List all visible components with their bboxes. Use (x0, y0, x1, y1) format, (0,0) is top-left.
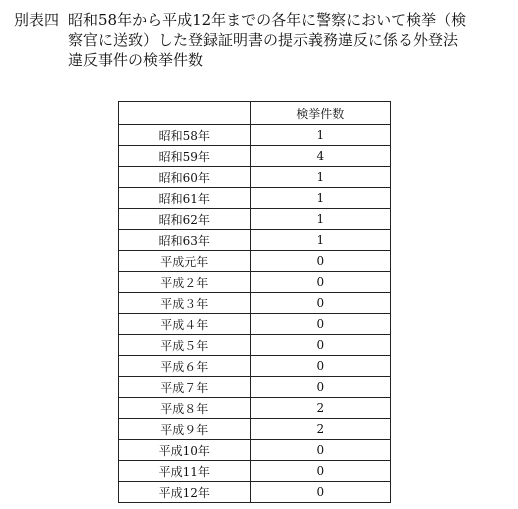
table-row (119, 356, 391, 377)
count-cell: 0 (250, 314, 390, 335)
year-cell: 平成６年 (119, 356, 251, 377)
count-cell: 1 (250, 125, 390, 146)
table-label: 別表四 (14, 11, 60, 29)
header-count-cell: 検挙件数 (250, 102, 390, 125)
count-cell: 0 (250, 272, 390, 293)
year-cell: 平成10年 (119, 440, 251, 461)
count-cell: 4 (250, 146, 390, 167)
count-cell: 1 (250, 188, 390, 209)
table-row (119, 377, 391, 398)
table-row (119, 146, 391, 167)
table-row (119, 188, 391, 209)
year-cell: 平成３年 (119, 293, 251, 314)
year-cell: 平成５年 (119, 335, 251, 356)
year-cell: 昭和60年 (119, 167, 251, 188)
table-row (119, 125, 391, 146)
year-cell: 平成11年 (119, 461, 251, 482)
count-cell: 0 (250, 293, 390, 314)
year-cell: 昭和58年 (119, 125, 251, 146)
year-cell: 平成元年 (119, 251, 251, 272)
year-cell: 平成８年 (119, 398, 251, 419)
count-cell: 0 (250, 461, 390, 482)
count-cell: 1 (250, 230, 390, 251)
year-cell: 昭和61年 (119, 188, 251, 209)
table-row (119, 335, 391, 356)
table-row (119, 167, 391, 188)
count-cell: 0 (250, 356, 390, 377)
table-row (119, 272, 391, 293)
year-cell: 平成９年 (119, 419, 251, 440)
count-cell: 0 (250, 377, 390, 398)
year-cell: 昭和59年 (119, 146, 251, 167)
table-row (119, 314, 391, 335)
year-cell: 平成４年 (119, 314, 251, 335)
table-row (119, 419, 391, 440)
header-year-cell (119, 102, 251, 125)
count-cell: 1 (250, 167, 390, 188)
document-title (68, 10, 510, 70)
table-row (119, 482, 391, 503)
table-row (119, 440, 391, 461)
table-row (119, 251, 391, 272)
count-cell: 0 (250, 335, 390, 356)
header-row (119, 102, 391, 125)
arrest-count-table (118, 101, 391, 503)
table-row (119, 293, 391, 314)
table-row (119, 209, 391, 230)
table-head (119, 102, 391, 125)
table-body (119, 125, 391, 503)
document-header (0, 4, 518, 69)
count-cell: 2 (250, 398, 390, 419)
table-row (119, 230, 391, 251)
table-row (119, 461, 391, 482)
title-line-2: 察官に送致）した登録証明書の提示義務違反に係る外登法 (68, 31, 459, 49)
year-cell: 平成12年 (119, 482, 251, 503)
title-line-3: 違反事件の検挙件数 (68, 51, 204, 69)
year-cell: 昭和63年 (119, 230, 251, 251)
count-cell: 0 (250, 440, 390, 461)
year-cell: 昭和62年 (119, 209, 251, 230)
count-cell: 0 (250, 251, 390, 272)
count-cell: 2 (250, 419, 390, 440)
table-row (119, 398, 391, 419)
year-cell: 平成７年 (119, 377, 251, 398)
count-cell: 0 (250, 482, 390, 503)
title-line-1: 昭和58年から平成12年までの各年に警察において検挙（検 (68, 11, 467, 29)
year-cell: 平成２年 (119, 272, 251, 293)
count-cell: 1 (250, 209, 390, 230)
